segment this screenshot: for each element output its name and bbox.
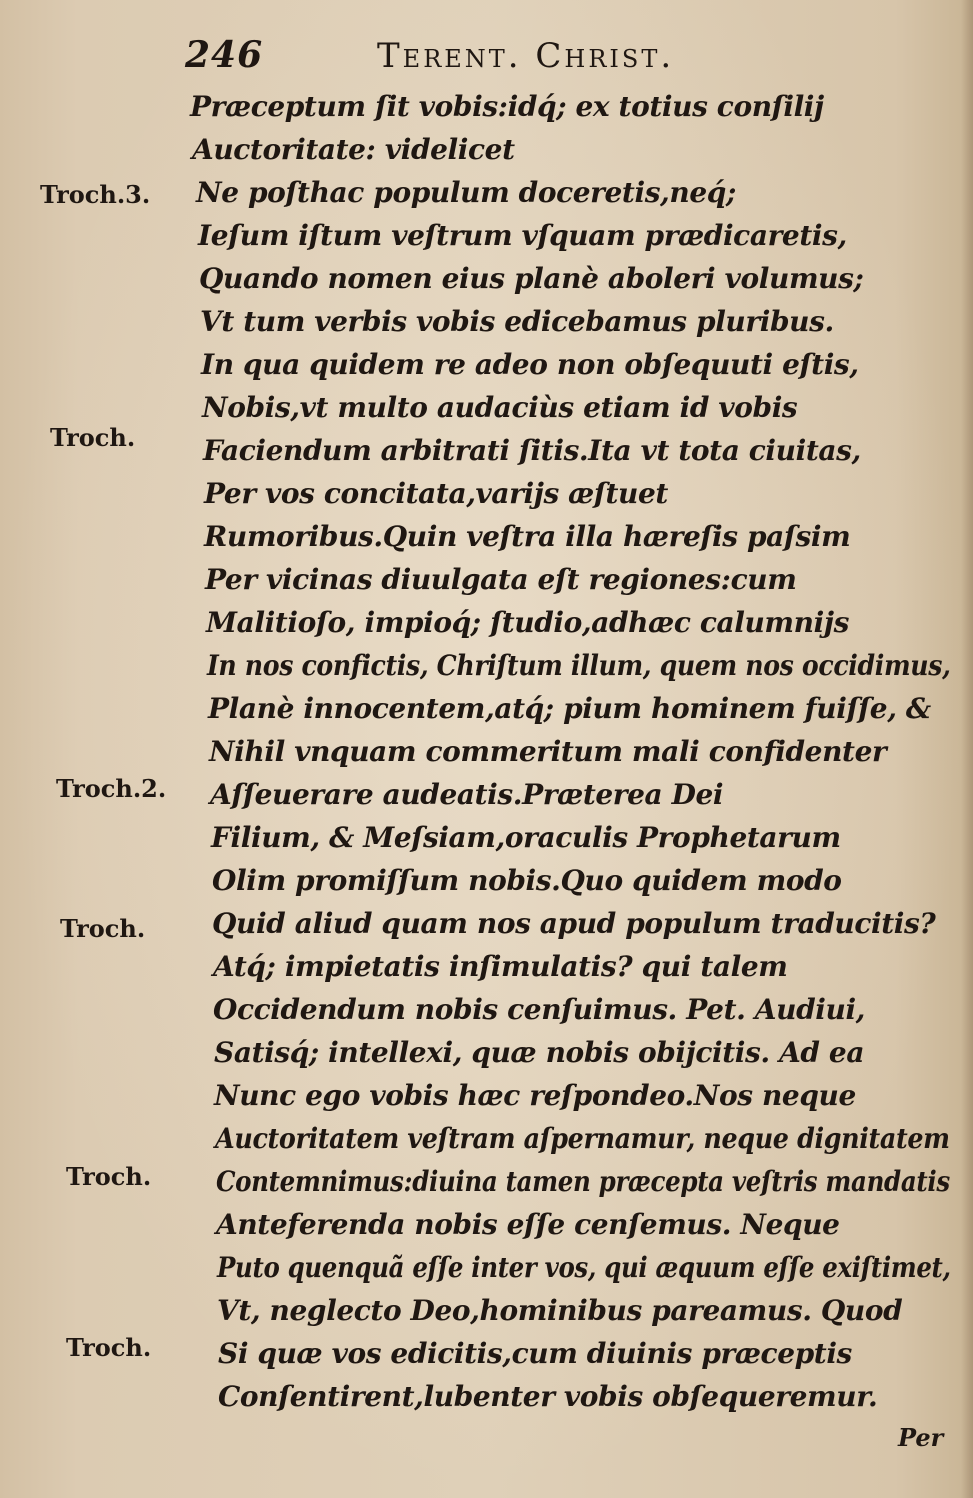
- verse-line: Atq́; impietatis inſimulatis? qui talem: [213, 950, 788, 983]
- verse-line: In nos confictis, Chriſtum illum, quem nos occidimus,: [207, 649, 951, 682]
- verse-line: Quid aliud quam nos apud populum traducitis?: [212, 907, 936, 940]
- verse-line: Vt, neglecto Deo,hominibus pareamus. Quod: [217, 1294, 903, 1327]
- verse-line: In qua quidem re adeo non obſequuti eſtis,: [201, 348, 859, 381]
- verse-line: Vt tum verbis vobis edicebamus pluribus.: [200, 305, 834, 338]
- margin-note: Troch.3.: [40, 180, 151, 209]
- verse-line: Ieſum iſtum veſtrum vſquam prædicaretis,: [198, 219, 847, 252]
- verse-line: Occidendum nobis cenſuimus. Pet. Audiui,: [213, 993, 866, 1026]
- catchword: Per: [898, 1423, 944, 1452]
- margin-note: Troch.: [66, 1162, 152, 1191]
- verse-line: Filium, & Meſsiam,oraculis Prophetarum: [211, 821, 841, 854]
- verse-line: Rumoribus.Quin veſtra illa hæreſis paſsim: [204, 520, 851, 553]
- verse-line: Nobis,vt multo audaciùs etiam id vobis: [202, 391, 798, 424]
- verse-line: Quando nomen eius planè aboleri volumus;: [199, 262, 864, 295]
- margin-note: Troch.: [60, 914, 146, 943]
- verse-line: Planè innocentem,atq́; pium hominem fuiſſe, &: [208, 692, 931, 725]
- verse-line: Aſſeuerare audeatis.Præterea Dei: [210, 778, 724, 811]
- verse-line: Olim promiſſum nobis.Quo quidem modo: [212, 864, 842, 897]
- verse-line: Nunc ego vobis hæc reſpondeo.Nos neque: [214, 1079, 856, 1112]
- verse-line: Anteferenda nobis eſſe cenſemus. Neque: [216, 1208, 840, 1241]
- verse-line: Per vicinas diuulgata eſt regiones:cum: [205, 563, 797, 596]
- verse-line: Malitioſo, impioq́; ſtudio,adhæc calumnijs: [206, 606, 849, 639]
- verse-line: Præceptum ſit vobis:idq́; ex totius conſilij: [190, 90, 824, 123]
- margin-note: Troch.: [66, 1333, 152, 1362]
- margin-note: Troch.: [50, 423, 136, 452]
- margin-note: Troch.2.: [56, 774, 167, 803]
- verse-line: Per vos concitata,varijs æſtuet: [204, 477, 668, 510]
- verse-line: Puto quenquã eſſe inter vos, qui æquum eſſe exiſtimet,: [217, 1251, 951, 1284]
- verse-line: Ne poſthac populum doceretis,neq́;: [196, 176, 736, 209]
- verse-line: Conſentirent,lubenter vobis obſequeremur.: [218, 1380, 878, 1413]
- running-title: Terent. Christ.: [377, 36, 675, 76]
- verse-line: Contemnimus:diuina tamen præcepta veſtris mandatis: [216, 1165, 950, 1198]
- verse-line: Auctoritatem veſtram aſpernamur, neque dignitatem: [215, 1122, 950, 1155]
- verse-line: Si quæ vos edicitis,cum diuinis præceptis: [218, 1337, 852, 1370]
- page-number: 246: [185, 34, 264, 76]
- verse-line: Faciendum arbitrati ſitis.Ita vt tota ciuitas,: [203, 434, 861, 467]
- verse-line: Satisq́; intellexi, quæ nobis obijcitis. Ad ea: [214, 1036, 865, 1069]
- verse-line: Auctoritate: videlicet: [192, 133, 515, 166]
- verse-line: Nihil vnquam commeritum mali confidenter: [209, 735, 887, 768]
